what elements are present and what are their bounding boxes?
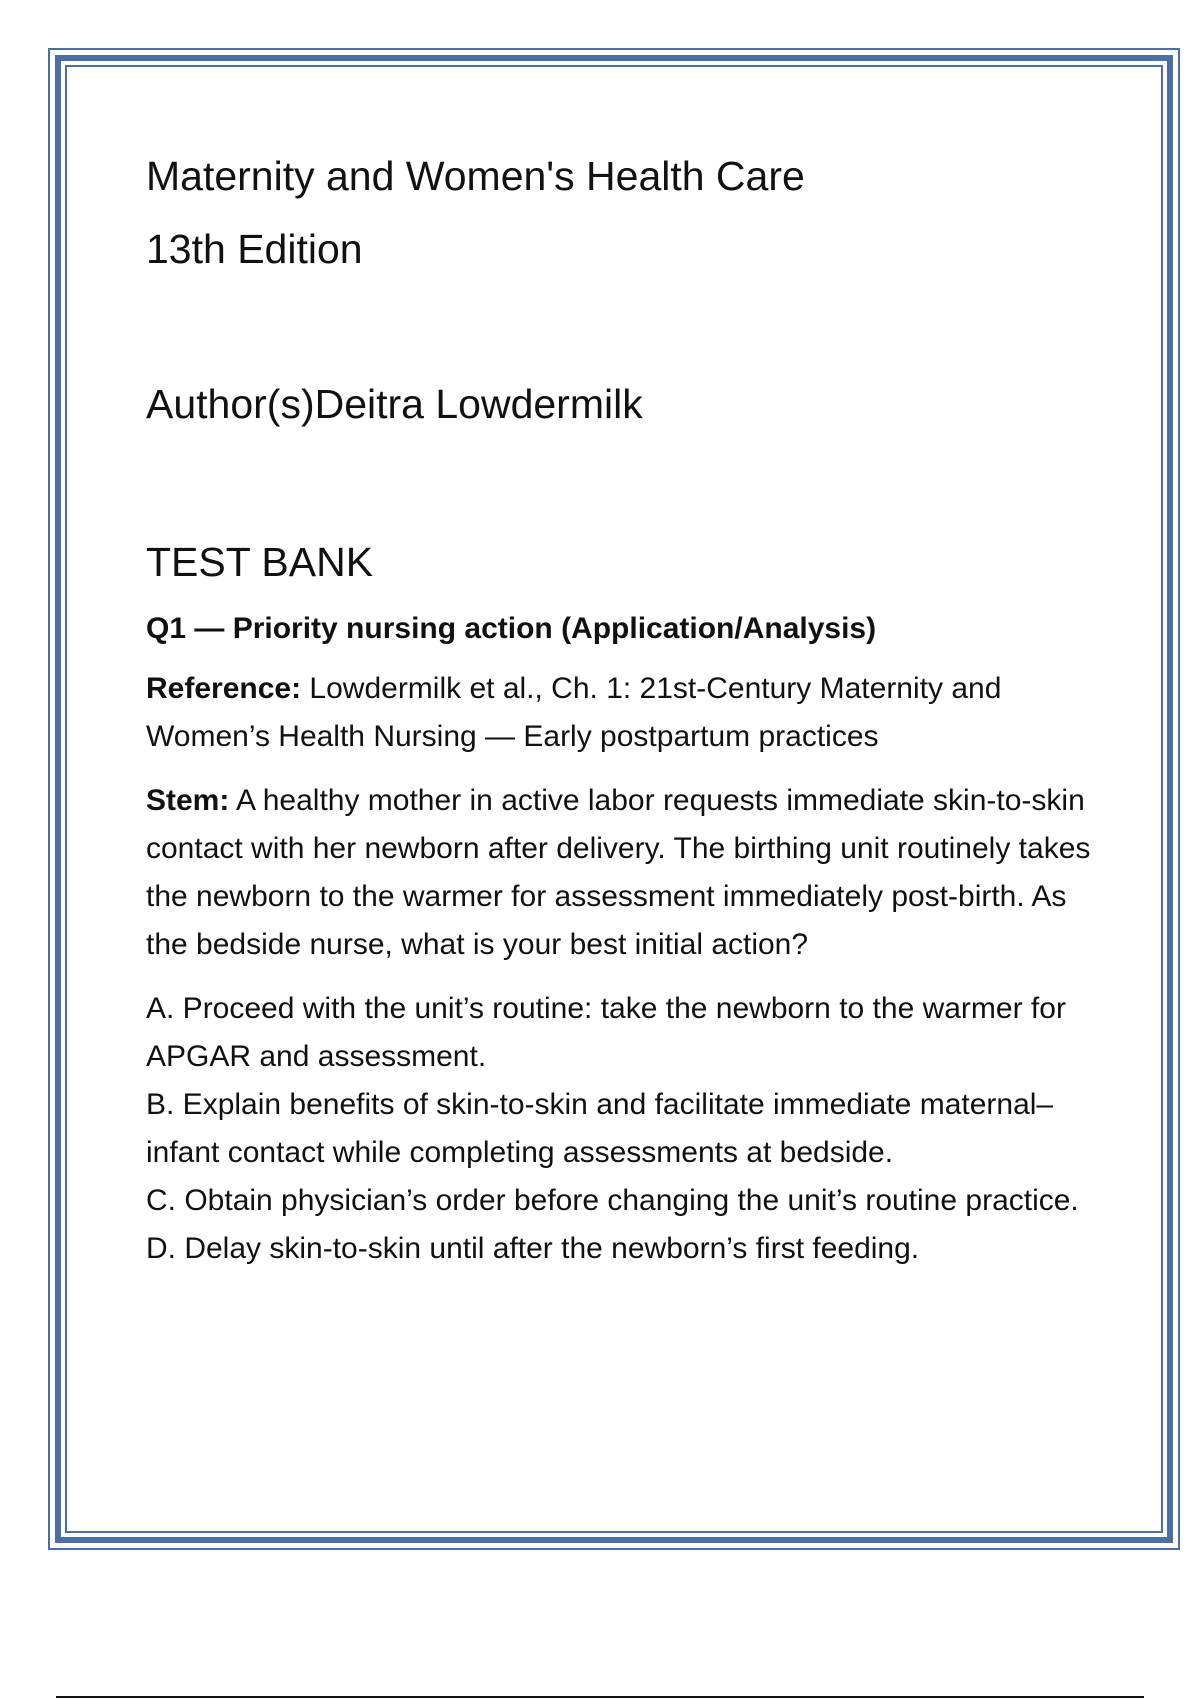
question-stem bbox=[146, 777, 1096, 969]
answer-option-b: B. Explain benefits of skin-to-skin and facilitate immediate maternal–infant contact while completing assessments at bedside. bbox=[146, 1088, 1054, 1170]
stem-text: A healthy mother in active labor requests immediate skin-to-skin contact with her newborn after delivery. The birthing unit routinely takes the newborn to the warmer for assessment immediately post-birth. As the bedside nurse, what is your best initial action? bbox=[146, 784, 1091, 962]
stem-label: Stem: bbox=[146, 784, 230, 818]
answer-option-d: D. Delay skin-to-skin until after the newborn’s first feeding. bbox=[146, 1232, 920, 1266]
reference-text: Lowdermilk et al., Ch. 1: 21st-Century Maternity and Women’s Health Nursing — Early postpartum practices bbox=[146, 672, 1002, 754]
document-content bbox=[146, 140, 1096, 1273]
book-title: Maternity and Women's Health Care bbox=[146, 153, 805, 199]
book-author: Author(s)Deitra Lowdermilk bbox=[146, 381, 643, 428]
question-heading: Q1 — Priority nursing action (Application/Analysis) bbox=[146, 611, 877, 645]
footer-divider bbox=[56, 1696, 1144, 1698]
answer-option-c: C. Obtain physician’s order before changing the unit’s routine practice. bbox=[146, 1184, 1079, 1218]
book-edition: 13th Edition bbox=[146, 226, 363, 273]
answer-option-a: A. Proceed with the unit’s routine: take the newborn to the warmer for APGAR and assessment. bbox=[146, 992, 1066, 1074]
section-title: TEST BANK bbox=[146, 538, 374, 585]
answer-options bbox=[146, 985, 1096, 1273]
reference-label: Reference: bbox=[146, 672, 302, 706]
question-reference bbox=[146, 665, 1096, 761]
